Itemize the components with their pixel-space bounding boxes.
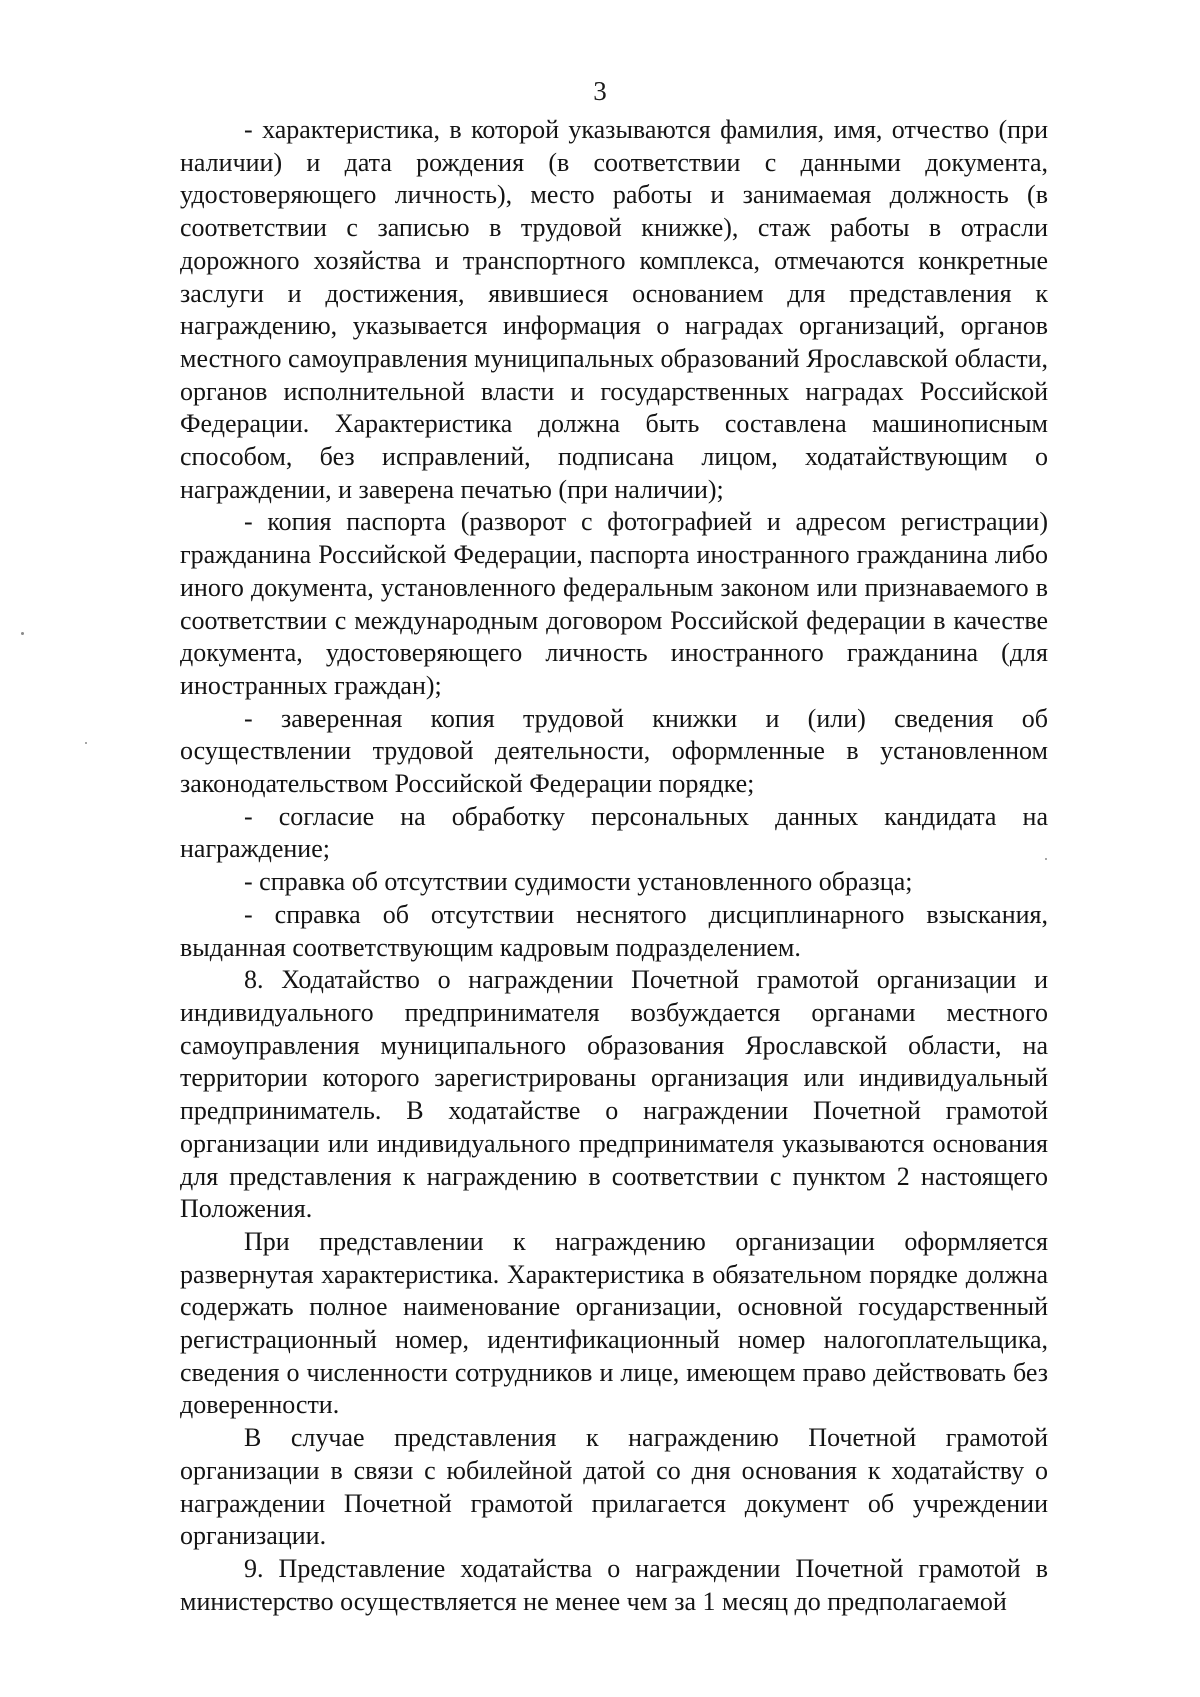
paragraph-passport-copy: - копия паспорта (разворот с фотографией и адресом регистрации) гражданина Российской Федерации, паспорта иностранного гражданина либо иного документа, установленного федеральным законом или признаваемого в соответствии с международным договором Российской федерации в качестве документа, удостоверяющего личность иностранного гражданина (для иностранных граждан); [180, 507, 1048, 700]
scan-speck [1045, 858, 1047, 860]
page-number: 3 [593, 76, 607, 106]
paragraph-item-8: 8. Ходатайство о награждении Почетной грамотой организации и индивидуального предпринимателя возбуждается органами местного самоуправления муниципального образования Ярославской области, на территории которого зарегистрированы организация или индивидуальный предприниматель. В ходатайстве о награждении Почетной грамотой организации или индивидуального предпринимателя указываются основания для представления к награждению в соответствии с пунктом 2 настоящего Положения. [180, 965, 1048, 1224]
document-body [180, 114, 1048, 1618]
scan-speck [21, 632, 24, 635]
scan-speck [85, 742, 87, 744]
paragraph-anniversary-case: В случае представления к награждению Почетной грамотой организации в связи с юбилейной датой со дня основания к ходатайству о награждении Почетной грамотой прилагается документ об учреждении организации. [180, 1423, 1048, 1551]
paragraph-personal-data-consent: - согласие на обработку персональных данных кандидата на награждение; [180, 801, 1048, 864]
paragraph-work-record-copy: - заверенная копия трудовой книжки и (или) сведения об осуществлении трудовой деятельности, оформленные в установленном законодательством Российской Федерации порядке; [180, 703, 1048, 799]
paragraph-no-disciplinary-action: - справка об отсутствии неснятого дисциплинарного взыскания, выданная соответствующим кадровым подразделением. [180, 899, 1048, 962]
paragraph-characteristic: - характеристика, в которой указываются фамилия, имя, отчество (при наличии) и дата рождения (в соответствии с данными документа, удостоверяющего личность), место работы и занимаемая должность (в соответствии с записью в трудовой книжке), стаж работы в отрасли дорожного хозяйства и транспортного комплекса, отмечаются конкретные заслуги и достижения, явившиеся основанием для представления к награждению, указывается информация о наградах организаций, органов местного самоуправления муниципальных образований Ярославской области, органов исполнительной власти и государственных наградах Российской Федерации. Характеристика должна быть составлена машинописным способом, без исправлений, подписана лицом, ходатайствующим о награждении, и заверена печатью (при наличии); [180, 115, 1048, 504]
paragraph-item-9: 9. Представление ходатайства о награждении Почетной грамотой в министерство осуществляется не менее чем за 1 месяц до предполагаемой [180, 1553, 1048, 1616]
paragraph-organization-characteristic: При представлении к награждению организации оформляется развернутая характеристика. Характеристика в обязательном порядке должна содержать полное наименование организации, основной государственный регистрационный номер, идентификационный номер налогоплательщика, сведения о численности сотрудников и лице, имеющем право действовать без доверенности. [180, 1226, 1048, 1420]
paragraph-no-criminal-record: - справка об отсутствии судимости установленного образца; [244, 867, 913, 897]
